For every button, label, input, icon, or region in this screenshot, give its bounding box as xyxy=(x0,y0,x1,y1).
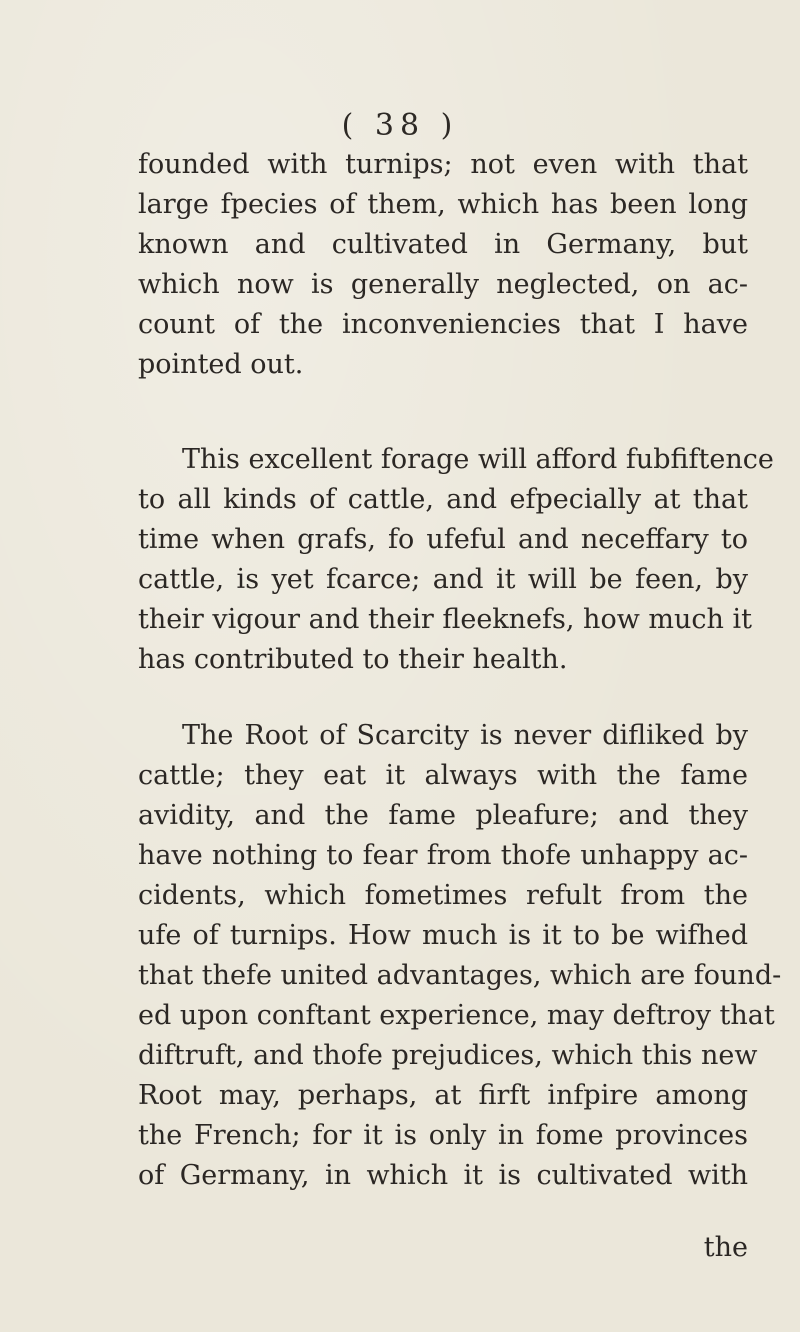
paragraph-1 xyxy=(138,145,748,385)
text-line: that thefe united advantages, which are found- xyxy=(138,960,782,991)
text-line: the French; for it is only in fome provinces xyxy=(138,1120,748,1151)
catchword-block xyxy=(138,1228,748,1268)
text-line: known and cultivated in Germany, but xyxy=(138,229,748,260)
paragraph-3 xyxy=(138,716,782,1196)
text-line: cattle; they eat it always with the fame xyxy=(138,760,748,791)
text-line: time when grafs, fo ufeful and neceffary to xyxy=(138,524,748,555)
text-line: cidents, which fometimes refult from the xyxy=(138,880,748,911)
catchword: the xyxy=(703,1232,748,1263)
text-line: The Root of Scarcity is never difliked by xyxy=(182,720,748,751)
text-line: count of the inconveniencies that I have xyxy=(138,309,748,340)
page-number: ( 38 ) xyxy=(341,108,459,143)
text-line: diftruft, and thofe prejudices, which this new xyxy=(138,1040,758,1071)
paragraph-2 xyxy=(138,440,774,680)
text-line: their vigour and their fleeknefs, how much it xyxy=(138,604,752,635)
text-line: of Germany, in which it is cultivated with xyxy=(138,1160,748,1191)
text-line: which now is generally neglected, on ac- xyxy=(138,269,748,300)
text-line: This excellent forage will afford fubfiftence xyxy=(182,444,774,475)
text-line: have nothing to fear from thofe unhappy ac- xyxy=(138,840,748,871)
text-line: cattle, is yet fcarce; and it will be feen, by xyxy=(138,564,748,595)
text-line: Root may, perhaps, at firft infpire among xyxy=(138,1080,748,1111)
text-line: pointed out. xyxy=(138,349,304,380)
text-line: avidity, and the fame pleafure; and they xyxy=(138,800,748,831)
text-line: to all kinds of cattle, and efpecially at that xyxy=(138,484,748,515)
text-line: ed upon conftant experience, may deftroy that xyxy=(138,1000,775,1031)
text-line: has contributed to their health. xyxy=(138,644,568,675)
text-line: large fpecies of them, which has been long xyxy=(138,189,748,220)
text-line: founded with turnips; not even with that xyxy=(138,149,748,180)
text-line: ufe of turnips. How much is it to be wifhed xyxy=(138,920,748,951)
